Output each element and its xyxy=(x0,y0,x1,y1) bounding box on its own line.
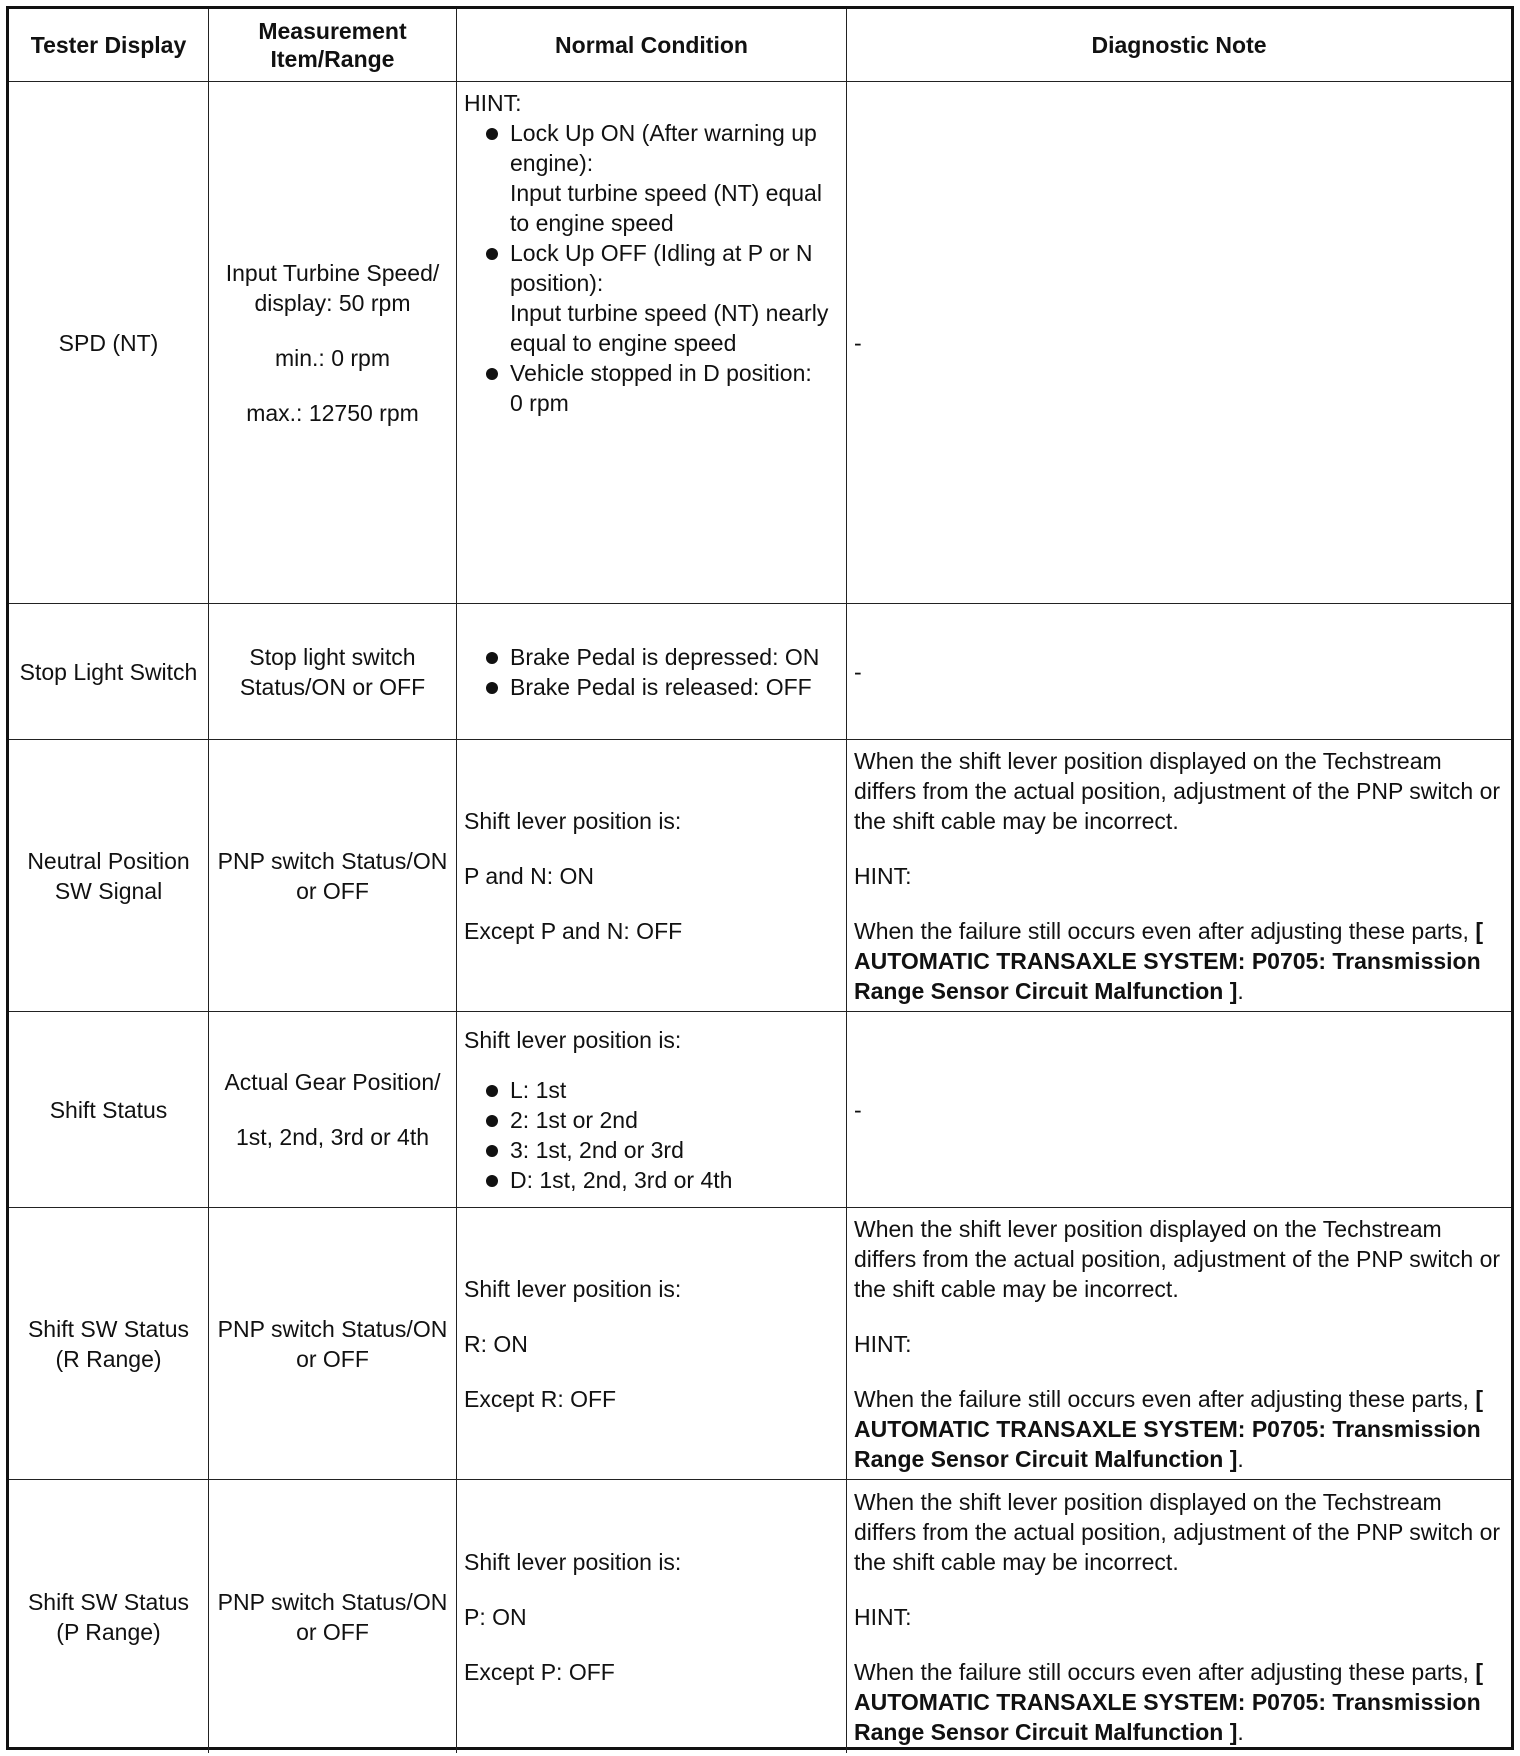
row-neutral-measurement xyxy=(209,740,457,1012)
list-item: L: 1st xyxy=(464,1075,839,1105)
condition-detail: Input turbine speed (NT) nearly equal to engine speed xyxy=(510,300,829,356)
note-paragraph: When the shift lever position displayed on the Techstream differs from the actual position, adjustment of the PNP switch or the shift cable may be incorrect. xyxy=(854,1215,1501,1302)
note-suffix: . xyxy=(1237,1445,1244,1472)
row-spd-normal xyxy=(457,82,847,604)
header-measurement-item: Measurement Item/Range xyxy=(209,9,457,82)
row-shiftsw-r-measurement xyxy=(209,1208,457,1480)
row-stoplight-normal xyxy=(457,604,847,740)
hint-label: HINT: xyxy=(854,862,912,889)
list-item: Brake Pedal is depressed: ON xyxy=(464,642,839,672)
tester-label: Shift SW Status (R Range) xyxy=(27,1315,190,1372)
condition-line: P: ON xyxy=(464,1603,527,1630)
measurement-line: Input Turbine Speed/ display: 50 rpm xyxy=(225,259,440,316)
condition-line: Except R: OFF xyxy=(464,1385,617,1412)
note-paragraph: When the shift lever position displayed on the Techstream differs from the actual position, adjustment of the PNP switch or the shift cable may be incorrect. xyxy=(854,747,1501,834)
row-shiftsw-r-tester xyxy=(9,1208,209,1480)
condition-line: Shift lever position is: xyxy=(464,807,682,834)
hint-label: HINT: xyxy=(854,1330,912,1357)
condition-line: Except P and N: OFF xyxy=(464,917,683,944)
dtc-reference-link[interactable]: [ AUTOMATIC TRANSAXLE SYSTEM: P0705: Transmission Range Sensor Circuit Malfunction ] xyxy=(854,917,1483,1004)
condition-line: Except P: OFF xyxy=(464,1658,615,1685)
note-text: - xyxy=(854,329,862,356)
measurement-line: 1st, 2nd, 3rd or 4th xyxy=(235,1124,430,1150)
list-item: D: 1st, 2nd, 3rd or 4th xyxy=(464,1165,839,1195)
note-suffix: . xyxy=(1237,1718,1244,1745)
row-shiftsw-p-normal xyxy=(457,1480,847,1753)
condition-line: Shift lever position is: xyxy=(464,1275,682,1302)
row-neutral-normal xyxy=(457,740,847,1012)
dtc-reference-link[interactable]: [ AUTOMATIC TRANSAXLE SYSTEM: P0705: Transmission Range Sensor Circuit Malfunction ] xyxy=(854,1385,1483,1472)
row-shiftsw-p-measurement xyxy=(209,1480,457,1753)
measurement-line: Actual Gear Position/ xyxy=(224,1069,441,1095)
condition-list xyxy=(464,358,839,388)
tester-label: Shift Status xyxy=(49,1096,168,1123)
tester-label: Shift SW Status (P Range) xyxy=(27,1588,190,1645)
header-normal-condition: Normal Condition xyxy=(457,9,847,82)
measurement-line: PNP switch Status/ON or OFF xyxy=(217,1315,448,1372)
header-tester-display: Tester Display xyxy=(9,9,209,82)
condition-line: Shift lever position is: xyxy=(464,1026,682,1053)
row-shiftsw-r-normal xyxy=(457,1208,847,1480)
row-shiftsw-p-note xyxy=(847,1480,1511,1753)
dtc-reference-link[interactable]: [ AUTOMATIC TRANSAXLE SYSTEM: P0705: Transmission Range Sensor Circuit Malfunction ] xyxy=(854,1658,1483,1745)
measurement-line: PNP switch Status/ON or OFF xyxy=(217,1588,448,1645)
condition-detail: 0 rpm xyxy=(510,390,569,416)
measurement-line: PNP switch Status/ON or OFF xyxy=(217,847,448,904)
note-paragraph: When the shift lever position displayed on the Techstream differs from the actual position, adjustment of the PNP switch or the shift cable may be incorrect. xyxy=(854,1488,1501,1575)
list-item: Lock Up ON (After warning up engine): xyxy=(464,118,839,178)
note-prefix: When the failure still occurs even after adjusting these parts, xyxy=(854,1385,1469,1412)
list-item: Vehicle stopped in D position: xyxy=(464,358,839,388)
note-suffix: . xyxy=(1237,977,1244,1004)
note-prefix: When the failure still occurs even after adjusting these parts, xyxy=(854,917,1469,944)
row-spd-measurement xyxy=(209,82,457,604)
hint-label: HINT: xyxy=(854,1603,912,1630)
condition-list xyxy=(464,238,839,298)
row-spd-tester xyxy=(9,82,209,604)
row-shiftsw-p-tester xyxy=(9,1480,209,1753)
note-paragraph xyxy=(854,1384,1504,1474)
list-item: 2: 1st or 2nd xyxy=(464,1105,839,1135)
measurement-line: min.: 0 rpm xyxy=(274,344,391,371)
condition-line: Shift lever position is: xyxy=(464,1548,682,1575)
list-item: 3: 1st, 2nd or 3rd xyxy=(464,1135,839,1165)
row-stoplight-measurement xyxy=(209,604,457,740)
row-shiftstatus-measurement xyxy=(209,1012,457,1208)
header-diagnostic-note: Diagnostic Note xyxy=(847,9,1511,82)
row-shiftsw-r-note xyxy=(847,1208,1511,1480)
note-prefix: When the failure still occurs even after adjusting these parts, xyxy=(854,1658,1469,1685)
row-neutral-note xyxy=(847,740,1511,1012)
row-neutral-tester xyxy=(9,740,209,1012)
row-spd-note xyxy=(847,82,1511,604)
tester-label: SPD (NT) xyxy=(58,329,159,356)
list-item: Brake Pedal is released: OFF xyxy=(464,672,839,702)
note-paragraph xyxy=(854,916,1504,1006)
condition-line: P and N: ON xyxy=(464,862,594,889)
measurement-line: max.: 12750 rpm xyxy=(246,399,419,426)
row-shiftstatus-tester xyxy=(9,1012,209,1208)
note-text: - xyxy=(854,1096,862,1123)
condition-detail: Input turbine speed (NT) equal to engine speed xyxy=(510,180,822,236)
condition-list xyxy=(464,1075,839,1195)
list-item: Lock Up OFF (Idling at P or N position): xyxy=(464,238,839,298)
row-stoplight-note xyxy=(847,604,1511,740)
tester-label: Stop Light Switch xyxy=(19,658,198,685)
note-text: - xyxy=(854,658,862,685)
measurement-line: Stop light switch Status/ON or OFF xyxy=(239,643,426,700)
diagnostic-data-list-table xyxy=(6,6,1514,1750)
condition-line: R: ON xyxy=(464,1330,528,1357)
hint-label: HINT: xyxy=(464,90,522,116)
row-shiftstatus-normal xyxy=(457,1012,847,1208)
condition-list xyxy=(464,118,839,178)
row-shiftstatus-note xyxy=(847,1012,1511,1208)
table-grid xyxy=(6,6,1514,1750)
note-paragraph xyxy=(854,1657,1504,1747)
condition-list xyxy=(464,642,839,702)
tester-label: Neutral Position SW Signal xyxy=(27,847,190,904)
row-stoplight-tester xyxy=(9,604,209,740)
